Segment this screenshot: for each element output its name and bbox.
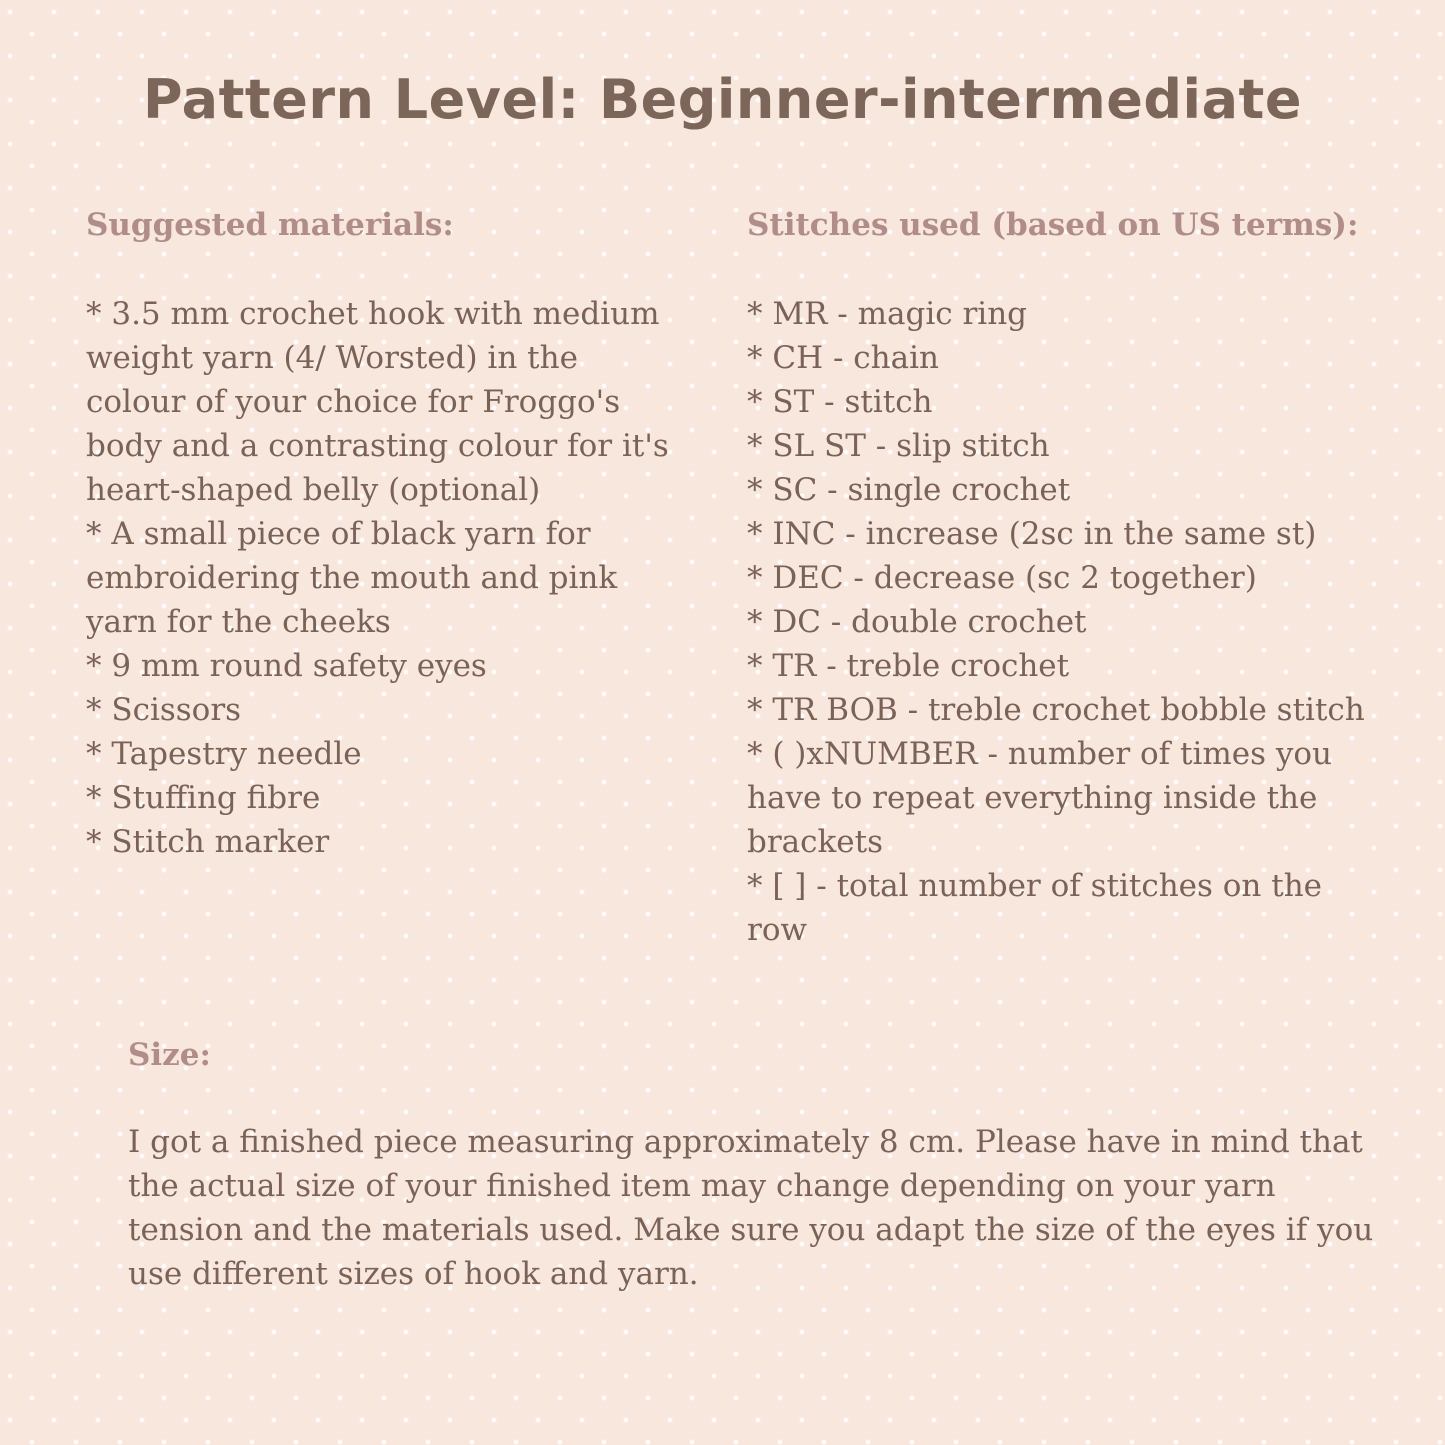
stitches-list (747, 292, 1387, 952)
stitch-item: * DC - double crochet (747, 604, 1087, 640)
stitch-item: * ( )xNUMBER - number of times you have to repeat everything inside the brackets (747, 736, 1333, 860)
materials-item: * Scissors (86, 692, 242, 728)
stitch-item: * SL ST - slip stitch (747, 428, 1050, 464)
materials-item: * Tapestry needle (86, 736, 362, 772)
materials-item: * 9 mm round safety eyes (86, 648, 487, 684)
stitch-item: * ST - stitch (747, 384, 933, 420)
materials-item: * A small piece of black yarn for embroidering the mouth and pink yarn for the cheeks (86, 516, 618, 640)
stitches-section (747, 202, 1387, 952)
size-heading: Size: (128, 1037, 211, 1073)
stitches-spacer (747, 248, 1387, 292)
materials-section (86, 202, 686, 864)
size-section (128, 1032, 1388, 1296)
stitch-item: * DEC - decrease (sc 2 together) (747, 560, 1257, 596)
stitch-item: * MR - magic ring (747, 296, 1028, 332)
stitch-item: * INC - increase (2sc in the same st) (747, 516, 1317, 552)
stitch-item: * CH - chain (747, 340, 939, 376)
stitch-item: * TR - treble crochet (747, 648, 1070, 684)
stitch-item: * TR BOB - treble crochet bobble stitch (747, 692, 1365, 728)
size-text: I got a finished piece measuring approximately 8 cm. Please have in mind that the actual size of your finished item may change depending on your yarn tension and the materials used. Make sure you adapt the size of the eyes if you use different sizes of hook and yarn. (128, 1124, 1374, 1292)
materials-spacer (86, 248, 686, 292)
page-title: Pattern Level: Beginner-intermediate (143, 68, 1302, 131)
stitches-heading: Stitches used (based on US terms): (747, 207, 1359, 243)
materials-item: * 3.5 mm crochet hook with medium weight yarn (4/ Worsted) in the colour of your choice for Froggo's body and a contrasting colour for it's heart-shaped belly (optional) (86, 296, 669, 508)
materials-heading: Suggested materials: (86, 207, 454, 243)
materials-item: * Stuffing fibre (86, 780, 321, 816)
stitch-item: * SC - single crochet (747, 472, 1071, 508)
stitch-item: * [ ] - total number of stitches on the row (747, 868, 1323, 948)
materials-list (86, 292, 686, 864)
materials-item: * Stitch marker (86, 824, 330, 860)
